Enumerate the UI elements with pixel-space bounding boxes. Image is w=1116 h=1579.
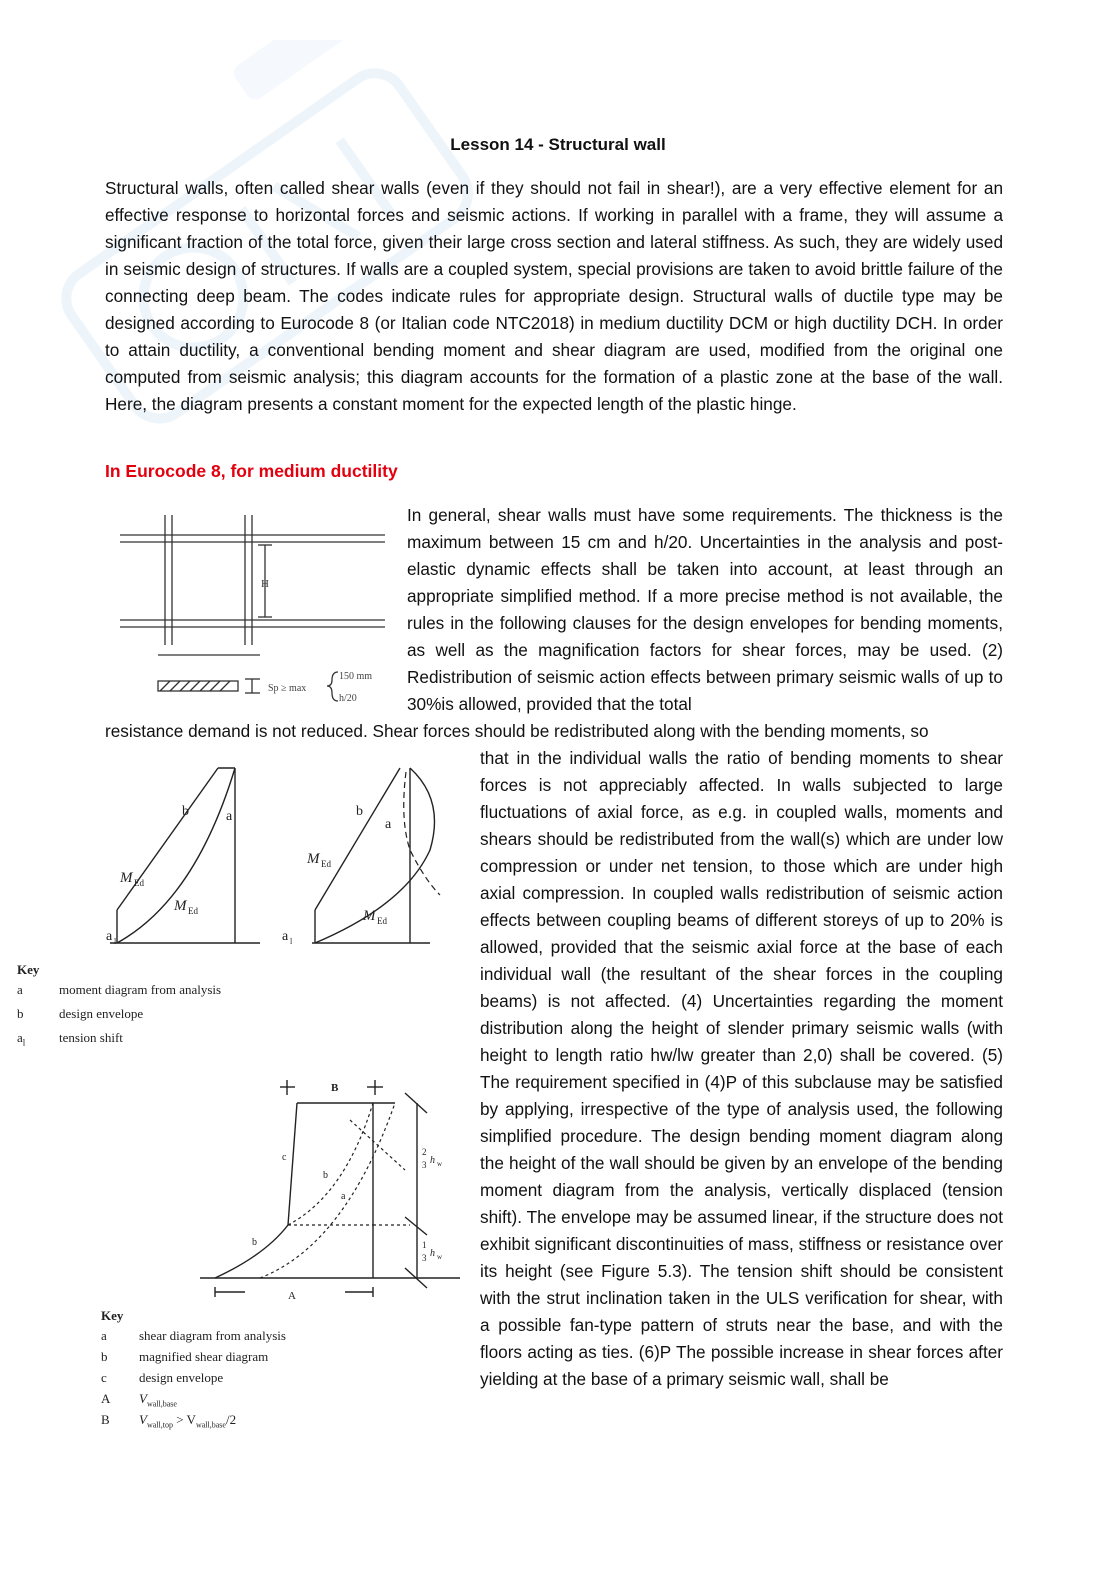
intro-paragraph: Structural walls, often called shear walls (even if they should not fail in shear!), are a very effective element for an effective response to horizontal forces and seismic actions. If working in parallel with a frame, they will assume a significant fraction of the total force, given their large cross section and lateral stiffness. As such, they are widely used in seismic design of structures. If walls are a coupled system, special provisions are taken to avoid brittle failure of the connecting deep beam. The codes indicate rules for appropriate design. Structural walls of ductile type may be designed according to Eurocode 8 (or Italian code NTC2018) in medium ductility DCM or high ductility DCH. In order to attain ductility, a conventional bending moment and shear diagram are used, modified from the original one computed from seismic analysis; this diagram accounts for the formation of a plastic zone at the base of the wall. Here, the diagram presents a constant moment for the expected length of the plastic hinge.	[105, 178, 1003, 414]
med-label-1b: M	[174, 898, 187, 914]
label-a-1: a	[226, 809, 233, 824]
right-column-paragraph: that in the individual walls the ratio of bending moments to shear forces is not appreciably affected. In walls subjected to large fluctuations of axial force, as e.g. in coupled walls, moments and shears should be redistributed from the wall(s) which are under low compression or under net tension, to those which are under high axial compression. In coupled walls redistribution of seismic action effects between coupling beams of different storeys of up to 20% is allowed, provided that the seismic axial force at the base of each individual wall (the resultant of the shear forces in the coupling beams) is not affected. (4) Uncertainties regarding the moment distribution along the height of slender primary seismic walls (with height to length ratio hw/lw greater than 2,0) shall be covered. (5) The requirement specified in (4)P of this subclause may be satisfied by applying, irrespective of the type of analysis used, the following simplified procedure. The design bending moment diagram along the height of the wall should be given by an envelope of the bending moment diagram from the analysis, vertically displaced (tension shift). The envelope may be assumed linear, if the structure does not exhibit significant discontinuities of mass, stiffness or resistance over its height (see Figure 5.3). The tension shift should be consistent with the strut inclination taken in the ULS verification for shear, with a possible fan-type pattern of struts near the base, and with the floors acting as ties. (6)P The possible increase in shear forces after yielding at the base of a primary seismic wall, shall be	[480, 748, 1003, 1389]
label-a-2: a	[385, 817, 392, 832]
key-description: $V_{wall,top} > V_{wall,base}/2$	[139, 1412, 237, 1430]
thickness-label: Sp ≥ max	[268, 683, 307, 694]
key-code: b	[101, 1349, 108, 1364]
med-sub-2b: Ed	[377, 916, 387, 926]
med-sub-1b: Ed	[188, 906, 198, 916]
label-b-2: b	[356, 804, 363, 819]
label-b-lower: b	[252, 1237, 257, 1248]
label-a1-2: a	[282, 929, 289, 944]
label-a1-sub-1: l	[114, 937, 117, 946]
full-width-line: resistance demand is not reduced. Shear forces should be redistributed along with the bending moments, so	[105, 721, 929, 741]
label-a1-1: a	[106, 929, 113, 944]
frac-1-num: 1	[422, 1240, 427, 1250]
key-description: magnified shear diagram	[139, 1349, 269, 1364]
key-code: a	[101, 1328, 107, 1343]
med-sub-2a: Ed	[321, 859, 331, 869]
key-description: design envelope	[59, 1006, 144, 1021]
frac-2-num: 2	[422, 1147, 427, 1157]
key-code: c	[101, 1370, 107, 1385]
key-code: B	[101, 1412, 110, 1427]
label-b-1: b	[182, 804, 189, 819]
key-code: $a_l$	[17, 1030, 26, 1048]
hw-sub-upper: w	[437, 1160, 443, 1168]
med-label-2a: M	[307, 851, 320, 867]
shear-figure-key	[101, 1308, 421, 1433]
frac-1-den: 3	[422, 1253, 427, 1263]
key-code: a	[17, 982, 23, 997]
moment-envelope-figure	[100, 760, 460, 955]
label-a1-sub-2: l	[290, 937, 293, 946]
key-heading: Key	[101, 1308, 124, 1323]
key-description: design envelope	[139, 1370, 224, 1385]
moment-figure-key	[17, 962, 317, 1054]
label-A: A	[288, 1290, 296, 1302]
shear-envelope-figure	[195, 1075, 465, 1305]
key-description: tension shift	[59, 1030, 123, 1045]
hw-label-lower: h	[430, 1248, 435, 1259]
label-b-upper: b	[323, 1170, 328, 1181]
label-a: a	[341, 1191, 346, 1202]
key-description: shear diagram from analysis	[139, 1328, 286, 1343]
height-label: H	[261, 578, 269, 590]
section-heading: In Eurocode 8, for medium ductility	[105, 461, 398, 481]
label-c: c	[282, 1152, 287, 1163]
key-description: $V_{wall,base}$	[139, 1391, 177, 1409]
med-sub-1a: Ed	[134, 878, 144, 888]
med-label-2b: M	[363, 908, 376, 924]
thickness-option-2: h/20	[339, 693, 357, 704]
page-title: Lesson 14 - Structural wall	[450, 135, 666, 154]
label-B: B	[331, 1082, 339, 1094]
thickness-option-1: 150 mm	[339, 671, 373, 682]
key-description: moment diagram from analysis	[59, 982, 222, 997]
side-paragraph: In general, shear walls must have some requirements. The thickness is the maximum between 15 cm and h/20. Uncertainties in the analysis and post-elastic dynamic effects shall be taken into account, at least through an appropriate simplified method. If a more precise method is not available, the rules in the following clauses for the design envelopes for bending moments, as well as the magnification factors for shear forces, may be used. (2) Redistribution of seismic action effects between primary seismic walls of up to 30%is allowed, provided that the total	[407, 505, 1003, 714]
frac-2-den: 3	[422, 1160, 427, 1170]
med-label-1a: M	[120, 870, 133, 886]
hw-label-upper: h	[430, 1155, 435, 1166]
key-heading: Key	[17, 962, 40, 977]
key-code: A	[101, 1391, 111, 1406]
wall-sketch	[110, 505, 400, 710]
key-code: b	[17, 1006, 24, 1021]
hw-sub-lower: w	[437, 1253, 443, 1261]
